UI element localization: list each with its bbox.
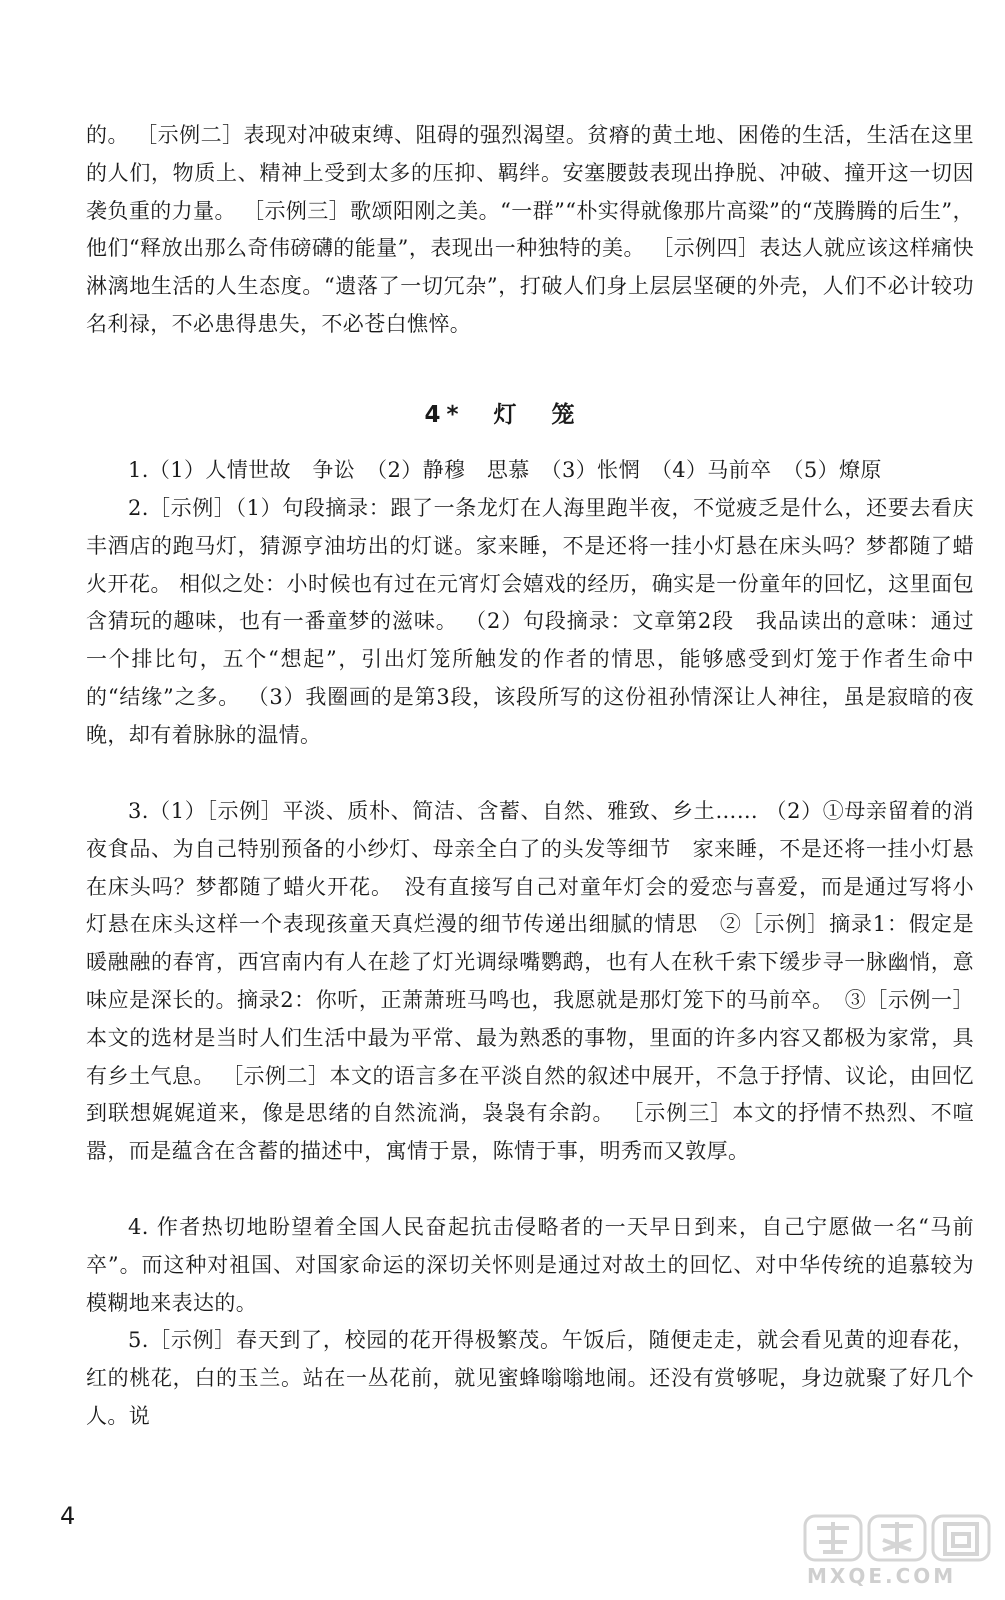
answer-5: 5.［示例］春天到了，校园的花开得极繁茂。午饭后，随便走走，就会看见黄的迎春花，红的桃花，白的玉兰。站在一丛花前，就见蜜蜂嗡嗡地闹。还没有赏够呢，身边就聚了好几个人。说 (86, 1328, 974, 1428)
watermark-seal-icon (803, 1512, 993, 1564)
answer-2: 2.［示例］（1）句段摘录：跟了一条龙灯在人海里跑半夜，不觉疲乏是什么，还要去看庆丰酒店的跑马灯，猜源亨油坊出的灯谜。家来睡，不是还将一挂小灯悬在床头吗？梦都随了蜡火开花。 相似之处：小时候也有过在元宵灯会嬉戏的经历，确实是一份童年的回忆，这里面包含猜玩的趣味，也有一番童梦的滋味。 （2）句段摘录：文章第2段 我品读出的意味：通过一个排比句，五个“想起”，引出灯笼所触发的作者的情思，能够感受到灯笼于作者生命中的“结缘”之多。 （3）我圈画的是第3段，该段所写的这份祖孙情深让人神往，虽是寂暗的夜晚，却有着脉脉的温情。 (86, 496, 974, 747)
section-title: 4* 灯 笼 (424, 402, 581, 428)
answer-3: 3.（1）［示例］平淡、质朴、简洁、含蓄、自然、雅致、乡土…… （2）①母亲留着的消夜食品、为自己特别预备的小纱灯、母亲全白了的头发等细节 家来睡，不是还将一挂小灯悬在床头吗？梦都随了蜡火开花。 没有直接写自己对童年灯会的爱恋与喜爱，而是通过写将小灯悬在床头这样一个表现孩童天真烂漫的细节传递出细腻的情思 ②［示例］摘录1：假定是暖融融的春宵，西宫南内有人在趁了灯光调绿嘴鹦鹉，也有人在秋千索下缓步寻一脉幽悄，意味应是深长的。摘录2：你听，正萧萧班马鸣也，我愿就是那灯笼下的马前卒。 ③［示例一］本文的选材是当时人们生活中最为平常、最为熟悉的事物，里面的许多内容又都极为家常，具有乡土气息。 ［示例二］本文的语言多在平淡自然的叙述中展开，不急于抒情、议论，由回忆到联想娓娓道来，像是思绪的自然流淌，袅袅有余韵。 ［示例三］本文的抒情不热烈、不喧嚣，而是蕴含在含蓄的描述中，寓情于景，陈情于事，明秀而又敦厚。 (86, 799, 974, 1164)
watermark-url: MXQE.COM (807, 1564, 957, 1588)
page-number: 4 (60, 1502, 76, 1530)
paragraph-continuation: 的。 ［示例二］表现对冲破束缚、阻碍的强烈渴望。贫瘠的黄土地、困倦的生活，生活在这里的人们，物质上、精神上受到太多的压抑、羁绊。安塞腰鼓表现出挣脱、冲破、撞开这一切因袭负重的力量。 ［示例三］歌颂阳刚之美。“一群”“朴实得就像那片高粱”的“茂腾腾的后生”，他们“释放出那么奇伟磅礴的能量”，表现出一种独特的美。 ［示例四］表达人就应该这样痛快淋漓地生活的人生态度。“遗落了一切冗杂”，打破人们身上层层坚硬的外壳，人们不必计较功名利禄，不必患得患失，不必苍白憔悴。 (86, 123, 974, 336)
answer-4: 4. 作者热切地盼望着全国人民奋起抗击侵略者的一天早日到来，自己宁愿做一名“马前卒”。而这种对祖国、对国家命运的深切关怀则是通过对故土的回忆、对中华传统的追慕较为模糊地来表达的。 (86, 1215, 974, 1315)
answer-1: 1.（1）人情世故 争讼 （2）静穆 思慕 （3）怅惘 （4）马前卒 （5）燎原 (128, 458, 882, 482)
watermark (803, 1512, 993, 1592)
